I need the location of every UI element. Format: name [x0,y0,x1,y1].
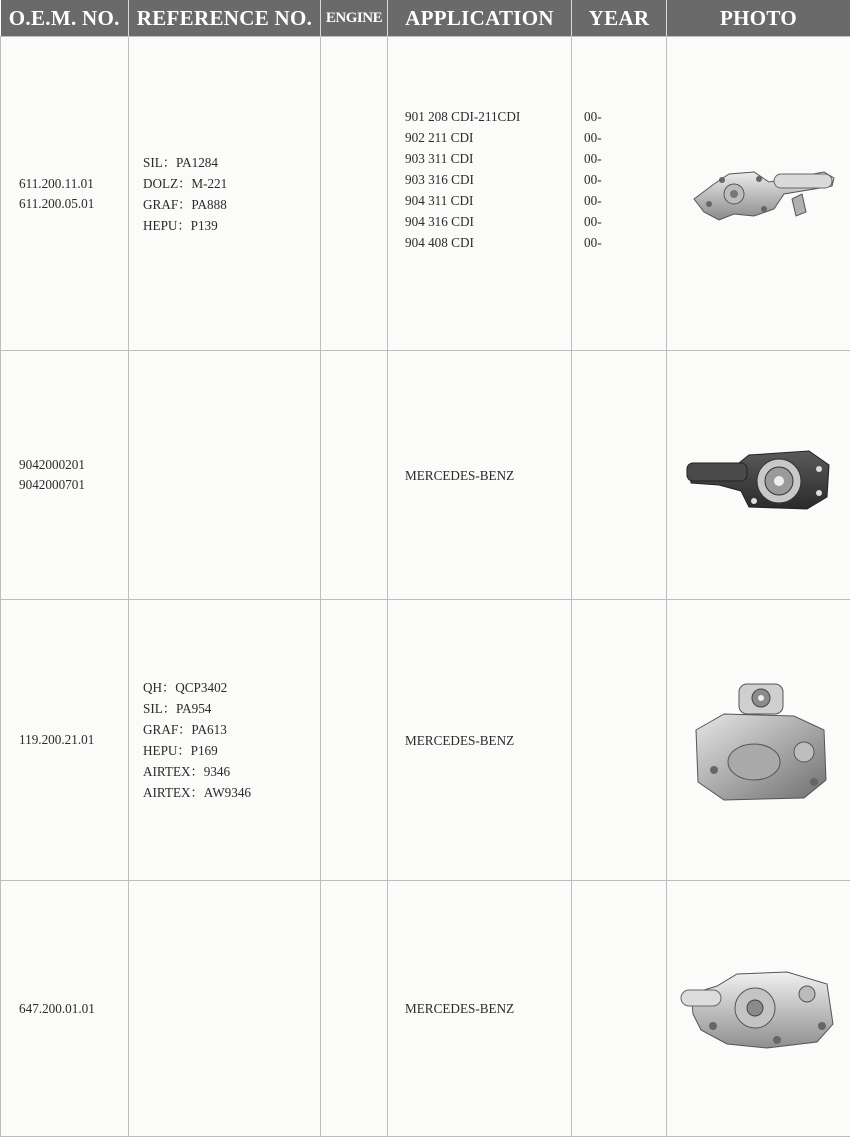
year-value: 00- [584,148,666,169]
engine-cell [321,37,388,351]
photo-cell [667,351,850,600]
oem-number: 611.200.05.01 [19,194,128,214]
header-application: APPLICATION [388,0,572,37]
photo-cell [667,37,850,351]
year-cell [572,351,667,600]
table-row [1,37,850,351]
year-value: 00- [584,190,666,211]
engine-cell [321,351,388,600]
year-value: 00- [584,211,666,232]
application-model: 901 208 CDI-211CDI [405,106,571,127]
oem-number: 9042000701 [19,475,128,495]
application-model: 902 211 CDI [405,127,571,148]
oem-cell [1,881,129,1137]
oem-cell [1,600,129,881]
header-oem: O.E.M. NO. [1,0,129,37]
application-model: 904 311 CDI [405,190,571,211]
reference-cell [129,37,321,351]
oem-cell [1,351,129,600]
header-year: YEAR [572,0,667,37]
application-model: 904 316 CDI [405,211,571,232]
application-model: 904 408 CDI [405,232,571,253]
reference-cell [129,351,321,600]
water-pump-photo [677,964,841,1054]
table-row [1,351,850,600]
table-row [1,600,850,881]
reference-number: SIL：PA1284 [143,152,320,173]
header-row [1,0,850,37]
year-value: 00- [584,169,666,190]
reference-number: DOLZ：M-221 [143,173,320,194]
oem-number: 647.200.01.01 [19,999,128,1019]
oem-number: 9042000201 [19,455,128,475]
year-value: 00- [584,232,666,253]
reference-number: AIRTEX：AW9346 [143,782,320,803]
oem-number: 611.200.11.01 [19,174,128,194]
engine-cell [321,881,388,1137]
application-model: 903 311 CDI [405,148,571,169]
reference-number: GRAF：PA888 [143,194,320,215]
oem-number: 119.200.21.01 [19,730,128,750]
header-engine: ENGINE [321,0,388,37]
application-make: MERCEDES-BENZ [405,998,571,1019]
application-model: 903 316 CDI [405,169,571,190]
water-pump-photo [674,154,844,234]
photo-cell [667,881,850,1137]
reference-number: HEPU：P169 [143,740,320,761]
oem-cell [1,37,129,351]
application-make: MERCEDES-BENZ [405,465,571,486]
water-pump-photo [684,670,834,810]
year-cell [572,37,667,351]
water-pump-photo [679,435,839,515]
engine-cell [321,600,388,881]
year-cell [572,600,667,881]
photo-cell [667,600,850,881]
application-cell [388,881,572,1137]
table-row [1,881,850,1137]
header-reference: REFERENCE NO. [129,0,321,37]
application-cell [388,600,572,881]
header-photo: PHOTO [667,0,850,37]
reference-number: SIL：PA954 [143,698,320,719]
year-value: 00- [584,127,666,148]
application-cell [388,351,572,600]
reference-number: GRAF：PA613 [143,719,320,740]
reference-number: QH：QCP3402 [143,677,320,698]
application-cell [388,37,572,351]
year-value: 00- [584,106,666,127]
reference-number: AIRTEX：9346 [143,761,320,782]
reference-cell [129,600,321,881]
reference-number: HEPU：P139 [143,215,320,236]
application-make: MERCEDES-BENZ [405,730,571,751]
reference-cell [129,881,321,1137]
year-cell [572,881,667,1137]
